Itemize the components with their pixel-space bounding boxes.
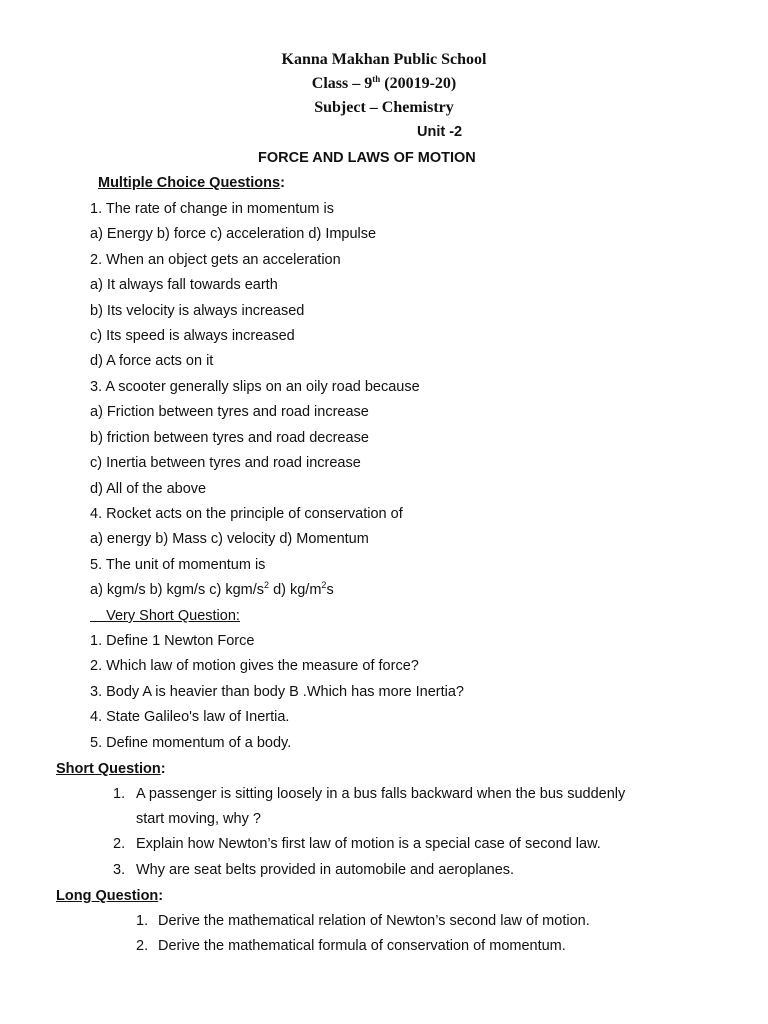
- short-heading: [56, 759, 166, 779]
- mcq-line: a) Friction between tyres and road increase: [90, 404, 369, 420]
- long-heading: [56, 886, 163, 906]
- mcq-line: b) Its velocity is always increased: [90, 303, 305, 319]
- mcq-line: 4. Rocket acts on the principle of conservation of: [90, 506, 403, 522]
- mcq-line: 3. A scooter generally slips on an oily road because: [90, 379, 420, 395]
- mcq-heading-text: Multiple Choice Questions: [98, 175, 281, 191]
- subject-line: Subject – Chemistry: [314, 99, 454, 116]
- unit-options-sup: 2: [264, 580, 270, 590]
- mcq-line: d) All of the above: [90, 481, 207, 497]
- very-short-line: 1. Define 1 Newton Force: [90, 633, 255, 649]
- unit-line: Unit -2: [417, 124, 463, 140]
- short-item-text: Why are seat belts provided in automobile and aeroplanes.: [136, 862, 515, 878]
- school-name: Kanna Makhan Public School: [281, 51, 487, 68]
- mcq-line: d) A force acts on it: [90, 353, 214, 369]
- unit-options-part: d) kg/m: [269, 582, 322, 598]
- mcq-line: a) energy b) Mass c) velocity d) Momentum: [90, 531, 369, 547]
- class-suffix: (20019-20): [380, 75, 457, 92]
- short-item-text: A passenger is sitting loosely in a bus falls backward when the bus suddenly: [136, 786, 626, 802]
- short-item-number: 2.: [113, 836, 126, 852]
- class-sup: th: [372, 74, 381, 84]
- mcq-line: a) Energy b) force c) acceleration d) Impulse: [90, 226, 377, 242]
- mcq-line: c) Its speed is always increased: [90, 328, 295, 344]
- long-item-number: 2.: [136, 938, 149, 954]
- very-short-line: 3. Body A is heavier than body B .Which has more Inertia?: [90, 684, 464, 700]
- long-heading-colon: :: [158, 888, 164, 904]
- short-heading-colon: :: [160, 761, 166, 777]
- unit-options-sup: 2: [321, 580, 327, 590]
- momentum-unit-options: [90, 580, 334, 601]
- long-item-number: 1.: [136, 913, 149, 929]
- mcq-heading: [98, 173, 285, 193]
- long-heading-text: Long Question: [56, 888, 159, 904]
- short-heading-text: Short Question: [56, 761, 161, 777]
- mcq-line: 2. When an object gets an acceleration: [90, 252, 341, 268]
- mcq-line: b) friction between tyres and road decrease: [90, 430, 369, 446]
- short-item-number: 3.: [113, 862, 126, 878]
- topic-title: FORCE AND LAWS OF MOTION: [258, 150, 476, 166]
- short-item-text: Explain how Newton’s first law of motion is a special case of second law.: [136, 836, 601, 852]
- mcq-line: a) It always fall towards earth: [90, 277, 278, 293]
- very-short-line: 5. Define momentum of a body.: [90, 735, 292, 751]
- unit-options-part: a) kgm/s b) kgm/s c) kgm/s: [90, 582, 265, 598]
- class-prefix: Class – 9: [311, 75, 373, 92]
- short-item-text-cont: start moving, why ?: [136, 811, 261, 827]
- long-item-text: Derive the mathematical relation of Newton’s second law of motion.: [158, 913, 590, 929]
- unit-options-part: s: [326, 582, 334, 598]
- very-short-line: 4. State Galileo's law of Inertia.: [90, 709, 290, 725]
- very-short-line: 2. Which law of motion gives the measure of force?: [90, 658, 419, 674]
- mcq-line: c) Inertia between tyres and road increase: [90, 455, 361, 471]
- very-short-heading-text: [90, 608, 240, 624]
- mcq-heading-colon: :: [280, 175, 285, 191]
- very-short-heading: [90, 606, 240, 626]
- long-item-text: Derive the mathematical formula of conservation of momentum.: [158, 938, 566, 954]
- mcq-line: 5. The unit of momentum is: [90, 557, 266, 573]
- mcq-line: 1. The rate of change in momentum is: [90, 201, 334, 217]
- short-item-number: 1.: [113, 786, 126, 802]
- very-short-heading-label: Very Short Question:: [106, 608, 240, 624]
- class-line: [0, 74, 768, 95]
